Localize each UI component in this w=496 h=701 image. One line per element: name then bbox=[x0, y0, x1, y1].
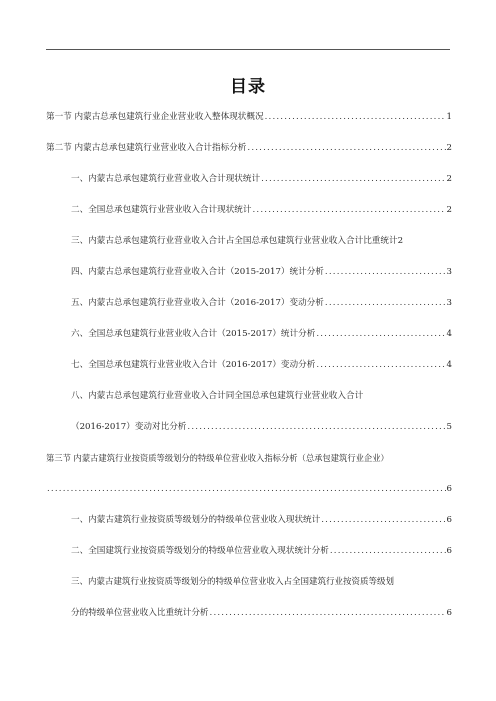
toc-page-number: 6 bbox=[446, 515, 452, 525]
toc-page-number: 1 bbox=[446, 112, 452, 122]
toc-entry-section-1[interactable] bbox=[46, 111, 452, 123]
toc-entry-label: 二、全国建筑行业按资质等级划分的特级单位营业收入现状统计分析 bbox=[71, 546, 329, 556]
dot-leader bbox=[265, 111, 446, 123]
toc-entry-label: 第一节 内蒙古总承包建筑行业企业营业收入整体现状概况 bbox=[46, 112, 264, 122]
toc-page-number: 3 bbox=[446, 298, 452, 308]
dot-leader bbox=[325, 297, 446, 309]
toc-page-number: 2 bbox=[446, 205, 452, 215]
dot-leader bbox=[316, 328, 445, 340]
dot-leader bbox=[330, 545, 446, 557]
toc-entry-label: 一、内蒙古总承包建筑行业营业收入合计现状统计 bbox=[71, 174, 261, 184]
dot-leader bbox=[316, 359, 445, 371]
toc-page-number: 6 bbox=[446, 608, 452, 618]
toc-entry-3-2[interactable] bbox=[71, 545, 452, 557]
toc-entry-label: 第二节 内蒙古总承包建筑行业营业收入合计指标分析 bbox=[46, 143, 247, 153]
dot-leader bbox=[261, 173, 445, 185]
toc-entry-3-3-line2[interactable] bbox=[71, 607, 452, 619]
toc-entry-label: （2016-2017）变动对比分析 bbox=[71, 422, 187, 432]
toc-entry-2-3[interactable] bbox=[71, 235, 452, 247]
dot-leader bbox=[47, 483, 446, 495]
toc-entry-2-4[interactable] bbox=[71, 266, 452, 278]
toc-entry-2-7[interactable] bbox=[71, 359, 452, 371]
toc-entry-label: 四、内蒙古总承包建筑行业营业收入合计（2015-2017）统计分析 bbox=[71, 267, 324, 277]
toc-entry-2-5[interactable] bbox=[71, 297, 452, 309]
toc-entry-label: 七、全国总承包建筑行业营业收入合计（2016-2017）变动分析 bbox=[71, 360, 316, 370]
toc-page-number: 3 bbox=[446, 267, 452, 277]
dot-leader bbox=[187, 421, 445, 433]
toc-page-number: 5 bbox=[446, 422, 452, 432]
header-rule bbox=[46, 49, 450, 50]
toc-entry-label: 二、全国总承包建筑行业营业收入合计现状统计 bbox=[71, 205, 252, 215]
toc-page-number: 2 bbox=[446, 143, 452, 153]
toc-title: 目录 bbox=[230, 77, 266, 97]
dot-leader bbox=[247, 142, 445, 154]
toc-entry-label: 六、全国总承包建筑行业营业收入合计（2015-2017）统计分析 bbox=[71, 329, 316, 339]
toc-entry-2-2[interactable] bbox=[71, 204, 452, 216]
toc-entry-2-1[interactable] bbox=[71, 173, 452, 185]
toc-entry-3-1[interactable] bbox=[71, 514, 452, 526]
toc-page-number: 2 bbox=[446, 174, 452, 184]
toc-entry-3-3-line1[interactable]: 三、内蒙古建筑行业按资质等级划分的特级单位营业收入占全国建筑行业按资质等级划 bbox=[71, 577, 395, 587]
toc-entry-2-8-line1[interactable]: 八、内蒙古总承包建筑行业营业收入合计同全国总承包建筑行业营业收入合计 bbox=[71, 391, 364, 401]
toc-entry-section-3-line2[interactable] bbox=[46, 483, 452, 495]
toc-entry-label: 分的特级单位营业收入比重统计分析 bbox=[71, 608, 209, 618]
dot-leader bbox=[210, 607, 446, 619]
toc-entry-label: 五、内蒙古总承包建筑行业营业收入合计（2016-2017）变动分析 bbox=[71, 298, 324, 308]
toc-entry-2-8-line2[interactable] bbox=[71, 421, 452, 433]
toc-entry-section-2[interactable] bbox=[46, 142, 452, 154]
dot-leader bbox=[252, 204, 445, 216]
toc-entry-label: 一、内蒙古建筑行业按资质等级划分的特级单位营业收入现状统计 bbox=[71, 515, 321, 525]
toc-page-number: 2 bbox=[397, 236, 404, 246]
dot-leader bbox=[325, 266, 446, 278]
toc-entry-label: 三、内蒙古总承包建筑行业营业收入合计占全国总承包建筑行业营业收入合计比重统计 bbox=[71, 236, 398, 246]
toc-page-number: 6 bbox=[446, 484, 452, 494]
toc-page-number: 6 bbox=[446, 546, 452, 556]
dot-leader bbox=[321, 514, 445, 526]
toc-page-number: 4 bbox=[446, 329, 452, 339]
toc-entry-2-6[interactable] bbox=[71, 328, 452, 340]
toc-entry-section-3-line1[interactable]: 第三节 内蒙古建筑行业按资质等级划分的特级单位营业收入指标分析（总承包建筑行业企业） bbox=[46, 453, 389, 463]
toc-page-number: 4 bbox=[446, 360, 452, 370]
